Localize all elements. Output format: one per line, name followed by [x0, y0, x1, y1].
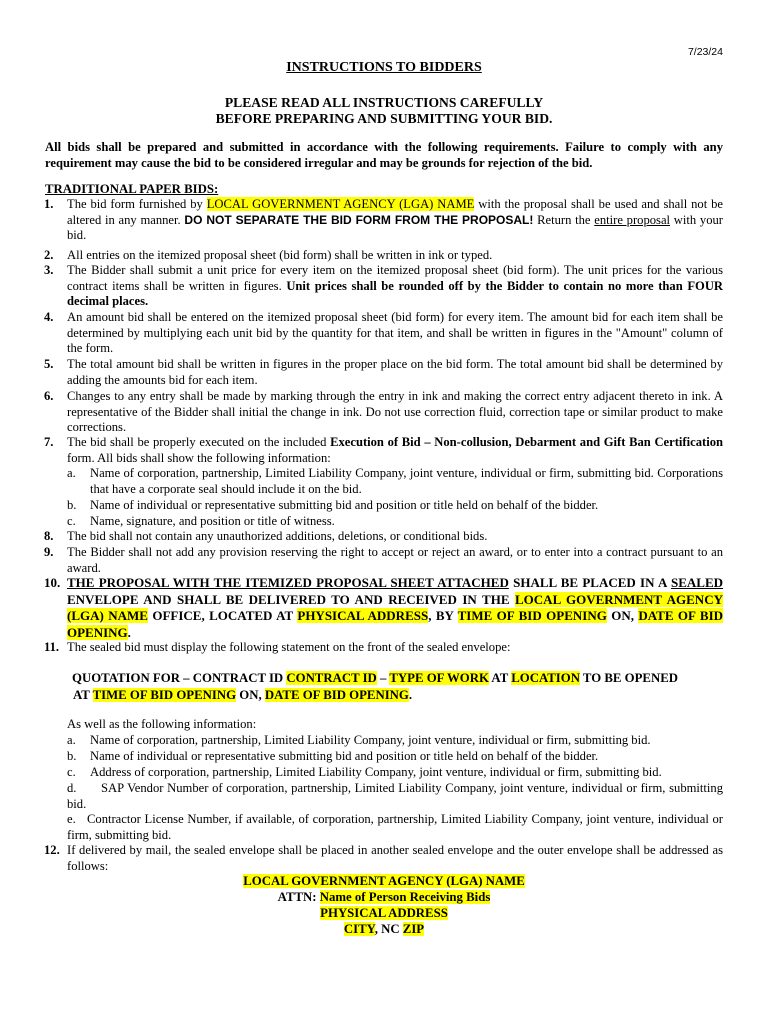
sub-item-7a [67, 466, 723, 497]
address-line-3 [45, 905, 723, 921]
placeholder-highlight: TIME OF BID OPENING [92, 687, 237, 702]
item-number: 4. [44, 310, 54, 324]
item-text: All entries on the itemized proposal sheet (bid form) shall be written in ink or typed. [67, 248, 493, 262]
envelope-statement [72, 670, 723, 703]
sub-letter: d. [67, 781, 77, 795]
list-item-4 [44, 310, 723, 357]
follow-text: As well as the following information: [67, 717, 257, 731]
statement-text: AT [488, 671, 512, 685]
item-text: If delivered by mail, the sealed envelope shall be placed in another sealed envelope and the outer envelope shall be addressed as follows: [67, 843, 723, 873]
item-number: 11. [44, 640, 60, 654]
item-text: form. All bids shall show the following information: [67, 450, 331, 465]
item-number: 7. [44, 435, 54, 449]
underlined-text: SEALED [670, 575, 724, 590]
sub-text: Name, signature, and position or title of witness. [90, 514, 335, 528]
sub-text: Name of individual or representative submitting bid and position or title held on behalf of the bidder. [90, 749, 599, 763]
list-item-12 [44, 843, 723, 874]
sub-item-7b [67, 498, 723, 514]
statement-text: AT [73, 687, 93, 702]
item-text: The bid shall not contain any unauthorized additions, deletions, or conditional bids. [67, 529, 488, 543]
placeholder-highlight: ZIP [402, 922, 425, 936]
statement-text: QUOTATION FOR – CONTRACT ID [72, 671, 287, 685]
list-item-11 [44, 640, 723, 656]
sub-text: Address of corporation, partnership, Limited Liability Company, joint venture, individual or firm, submitting bid. [90, 765, 662, 779]
sub-text: Name of individual or representative submitting bid and position or title held on behalf of the bidder. [90, 498, 599, 512]
item-number: 1. [44, 197, 54, 211]
address-line-1 [45, 873, 723, 889]
placeholder-highlight: LOCAL GOVERNMENT AGENCY (LGA) NAME [67, 591, 723, 623]
list-item-3 [44, 263, 724, 310]
placeholder-highlight: PHYSICAL ADDRESS [320, 906, 448, 920]
statement-text: . [408, 687, 413, 702]
statement-text: TO BE OPENED [579, 671, 678, 685]
placeholder-highlight: TYPE OF WORK [389, 671, 489, 685]
sub-text: Name of corporation, partnership, Limited Liability Company, joint venture, individual or firm, submitting bid. [90, 733, 651, 747]
address-city-line [45, 921, 723, 937]
sub-letter: a. [67, 466, 76, 480]
sub-letter: b. [67, 498, 77, 512]
item-number: 8. [44, 529, 54, 543]
mailing-address [45, 873, 723, 937]
placeholder-highlight: LOCAL GOVERNMENT AGENCY (LGA) NAME [243, 874, 525, 888]
sub-item-11b [67, 749, 723, 765]
underlined-text: THE PROPOSAL WITH THE ITEMIZED PROPOSAL SHEET ATTACHED [67, 575, 509, 590]
placeholder-highlight: LOCATION [511, 671, 580, 685]
placeholder-highlight: DATE OF BID OPENING [67, 608, 724, 640]
placeholder-highlight: TIME OF BID OPENING [457, 608, 607, 623]
item-text: , BY [428, 608, 458, 623]
sub-item-11d [67, 781, 723, 812]
page-title: INSTRUCTIONS TO BIDDERS [286, 60, 482, 75]
item-text: with the proposal shall be used and shall not be altered in any manner. [67, 197, 723, 227]
bold-warning: DO NOT SEPARATE THE BID FORM FROM THE PROPOSAL! [184, 212, 534, 227]
sub-item-11c [67, 765, 723, 781]
list-item-9 [44, 545, 723, 576]
list-item-7 [44, 435, 723, 466]
envelope-statement-line-2 [72, 687, 723, 704]
sub-letter: b. [67, 749, 77, 763]
sub-item-7c [67, 514, 723, 530]
statement-text: ON, [236, 687, 265, 702]
list-item-6 [44, 389, 723, 436]
item-text: The sealed bid must display the following statement on the front of the sealed envelope: [67, 640, 511, 654]
item-text: The bid form furnished by [67, 197, 207, 211]
sub-text: SAP Vendor Number of corporation, partnership, Limited Liability Company, joint venture, individual or firm, submitting bid. [67, 781, 723, 811]
sub-text: Contractor License Number, if available, of corporation, partnership, Limited Liability Company, joint venture, individual or firm, submitting bid. [67, 812, 723, 842]
sub-letter: c. [67, 765, 76, 779]
item-text: ON, [606, 608, 639, 623]
section-title: TRADITIONAL PAPER BIDS: [45, 182, 219, 196]
item-text: Changes to any entry shall be made by marking through the entry in ink and making the correct entry adjacent thereto in ink. A representative of the Bidder shall initial the change in ink. Do not use correction fluid, correction tape or similar product to make corrections. [67, 389, 723, 435]
underlined-text: entire proposal [594, 212, 671, 227]
item-text: The bid shall be properly executed on the included [67, 435, 331, 449]
document-date: 7/23/24 [687, 46, 723, 58]
list-item-5 [44, 357, 723, 388]
item-number: 3. [44, 263, 54, 277]
placeholder-highlight: DATE OF BID OPENING [264, 687, 409, 702]
item-text: Return the [533, 212, 595, 227]
placeholder-highlight: CITY [343, 922, 375, 936]
placeholder-highlight: LOCAL GOVERNMENT AGENCY (LGA) NAME [206, 197, 475, 211]
item-number: 12. [44, 843, 60, 857]
subheading [45, 95, 723, 127]
item-text: with your bid. [67, 212, 724, 243]
intro-paragraph: All bids shall be prepared and submitted in accordance with the following requirements. Failure to comply with any requirement may cause the bid to be considered irregular and may be grounds for rejection of the bid. [45, 140, 723, 170]
item-text: The total amount bid shall be written in figures in the proper place on the bid form. The total amount bid shall be determined by adding the amounts bid for each item. [67, 357, 723, 387]
item-number: 6. [44, 389, 54, 403]
item-text: SHALL BE PLACED IN A [508, 575, 671, 590]
list-item-8 [44, 529, 723, 545]
placeholder-highlight: CONTRACT ID [286, 671, 377, 685]
item-text: . [127, 624, 131, 640]
placeholder-highlight: Name of Person Receiving Bids [319, 890, 491, 904]
attn-label: ATTN: [277, 890, 320, 904]
item-text: The Bidder shall not add any provision reserving the right to accept or reject an award, or to enter into a contract pursuant to an award. [67, 545, 723, 575]
item-text: ENVELOPE AND SHALL BE DELIVERED TO AND RECEIVED IN THE [67, 591, 516, 607]
sub-item-11a [67, 733, 723, 749]
sub-letter: a. [67, 733, 76, 747]
item-number: 2. [44, 248, 54, 262]
list-item-1 [44, 197, 724, 244]
address-separator: , NC [374, 922, 403, 936]
item-text: OFFICE, LOCATED AT [147, 608, 298, 623]
sub-letter: e. [67, 812, 76, 826]
item-number: 9. [44, 545, 54, 559]
sub-item-11e [67, 812, 723, 843]
bold-text: Unit prices shall be rounded off by the Bidder to contain no more than FOUR decimal places. [67, 278, 724, 309]
sub-text: Name of corporation, partnership, Limited Liability Company, joint venture, individual or firm, submitting bid. Corporations that have a corporate seal should include it on the bid. [90, 466, 723, 496]
sub-letter: c. [67, 514, 76, 528]
list-item-2 [44, 248, 723, 264]
address-attn [45, 889, 723, 905]
subheading-line-2: BEFORE PREPARING AND SUBMITTING YOUR BID. [215, 111, 553, 126]
item-number: 5. [44, 357, 54, 371]
item-number: 10. [44, 575, 61, 590]
subheading-line-1: PLEASE READ ALL INSTRUCTIONS CAREFULLY [224, 95, 544, 110]
item-text: An amount bid shall be entered on the itemized proposal sheet (bid form) for every item. The amount bid for each item shall be determined by multiplying each unit bid by the quantity for that item, and shall be written in figures in the "Amount" column of the form. [67, 310, 723, 356]
item-text: The Bidder shall submit a unit price for every item on the itemized proposal sheet (bid form). The unit prices for the various contract items shall be written in figures. [67, 263, 723, 293]
bold-text: Execution of Bid – Non-collusion, Debarment and Gift Ban Certification [330, 435, 723, 449]
statement-text: – [376, 671, 390, 685]
list-item-10 [44, 575, 724, 641]
placeholder-highlight: PHYSICAL ADDRESS [297, 608, 429, 623]
envelope-statement-line-1 [72, 670, 723, 687]
